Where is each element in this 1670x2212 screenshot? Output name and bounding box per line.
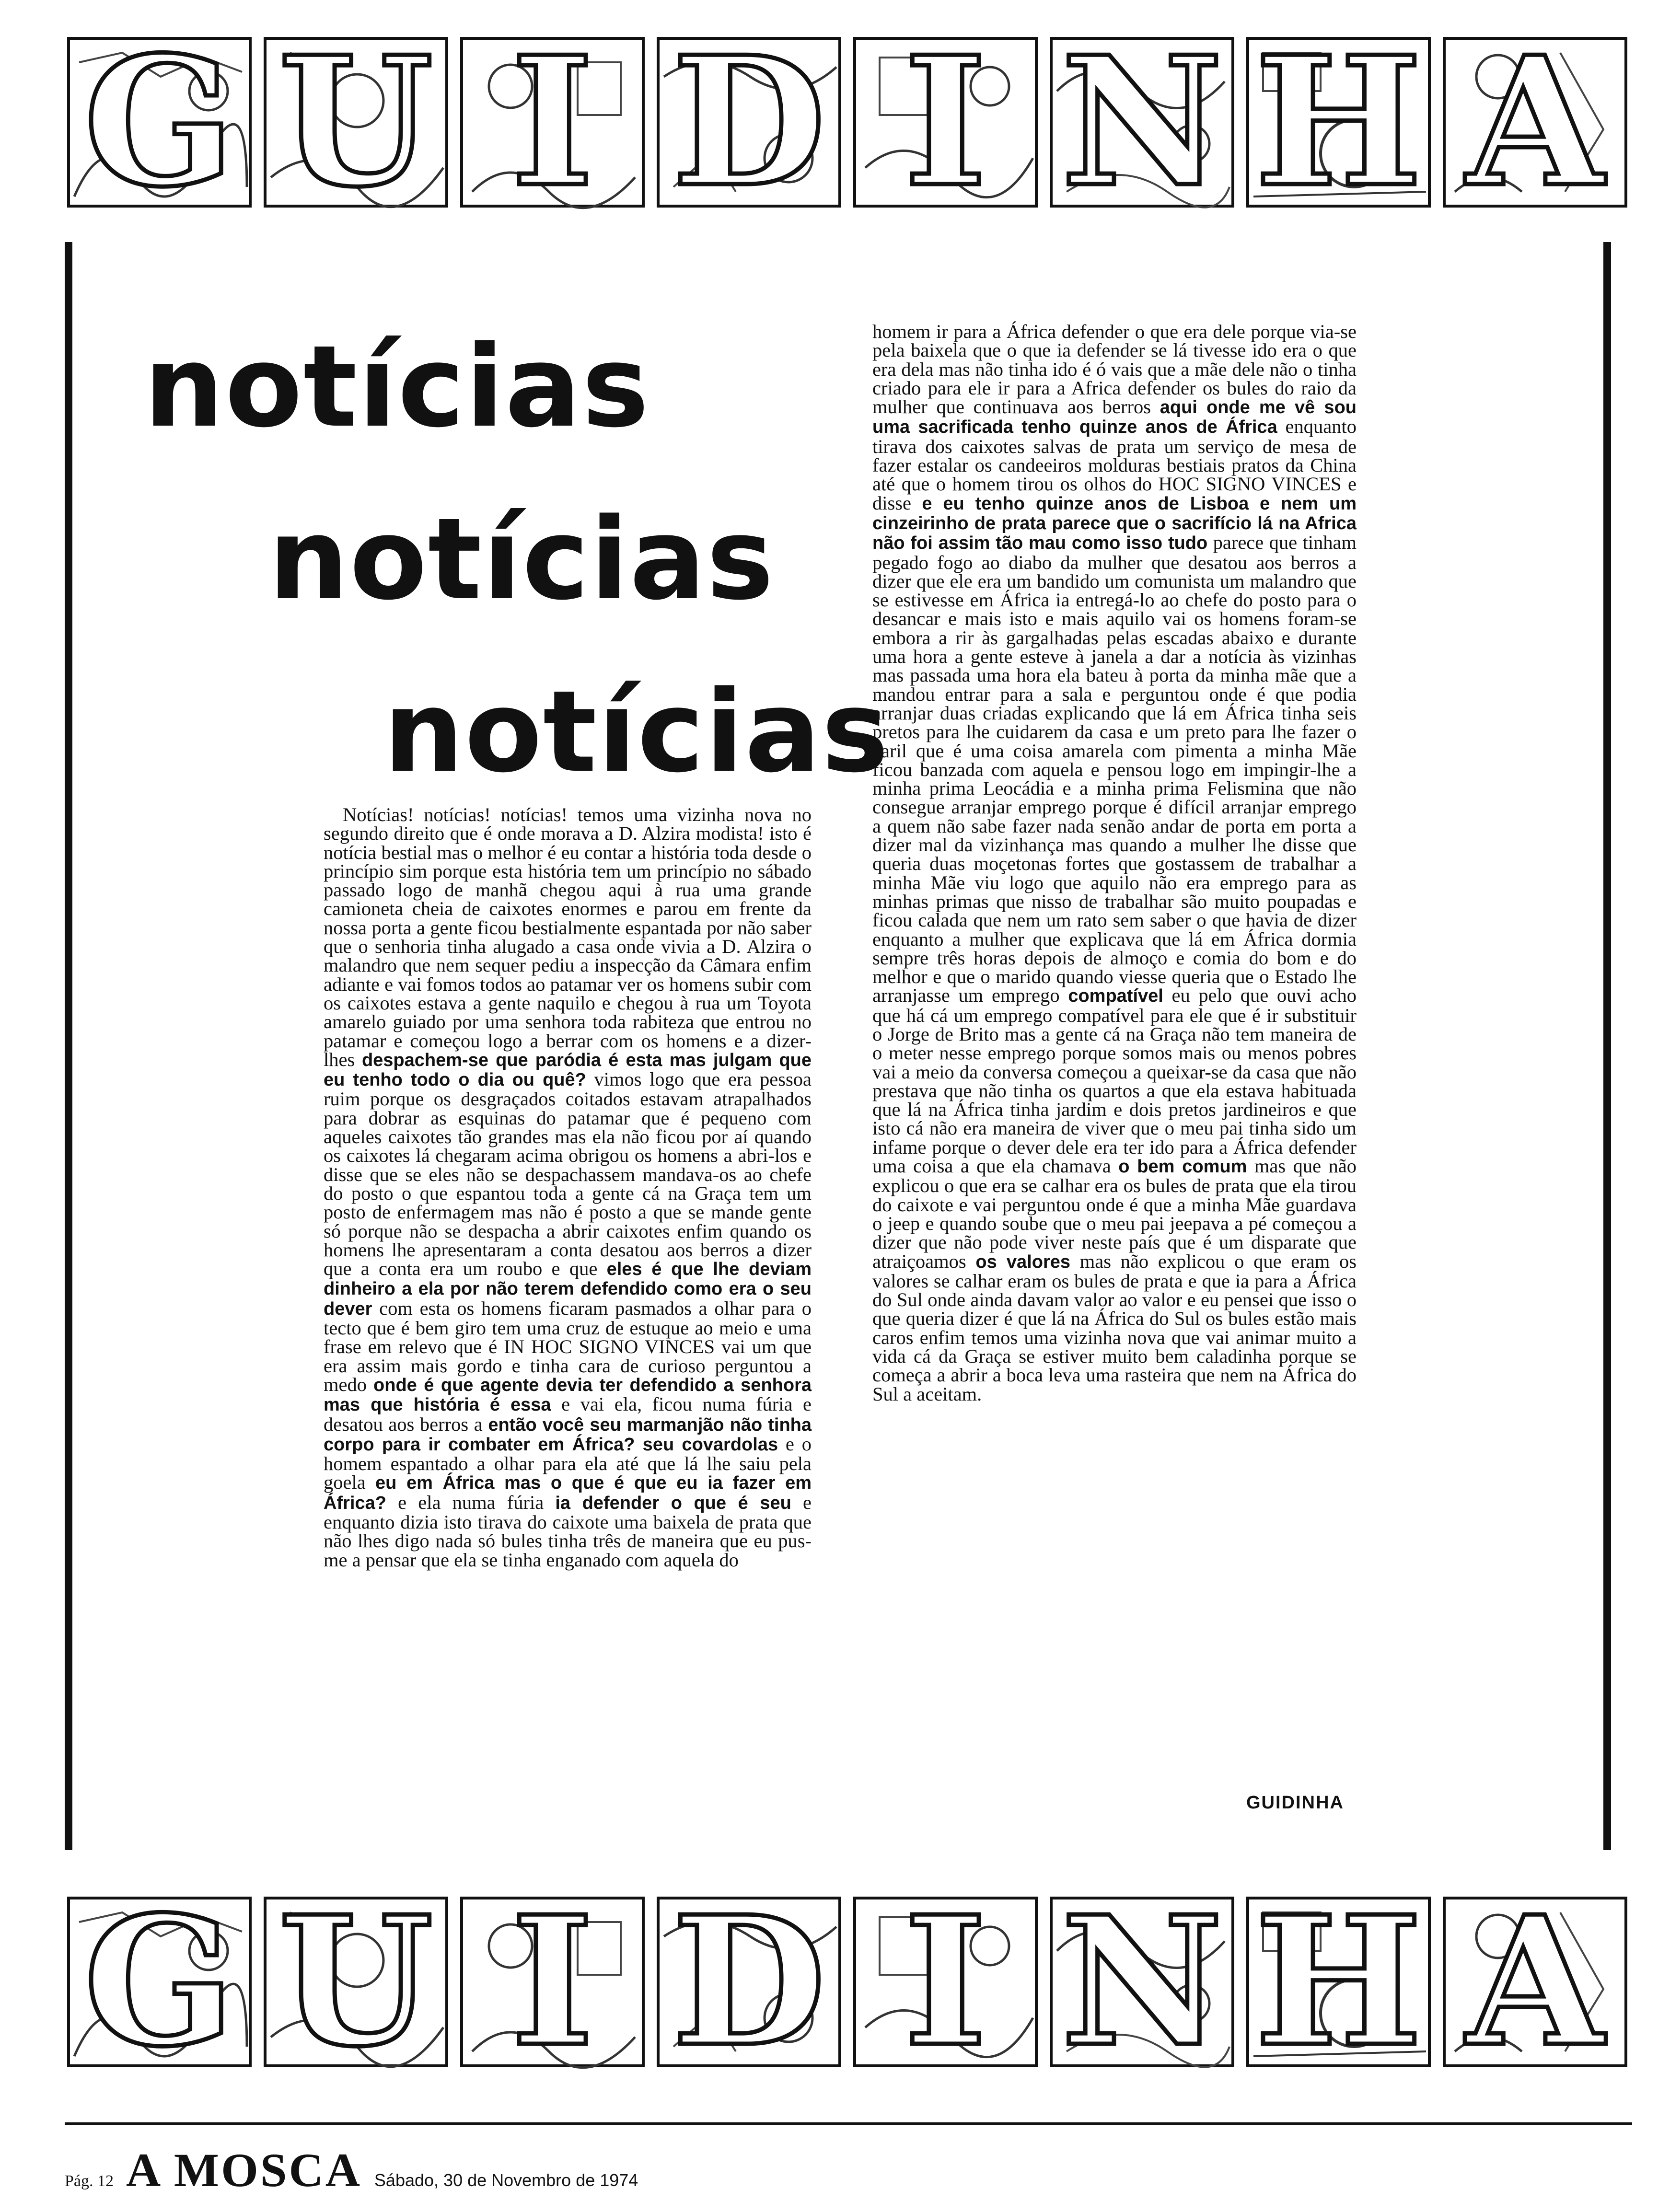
banner-tile	[1244, 1893, 1433, 2071]
banner-letter: H	[1254, 34, 1423, 211]
page-footer	[65, 2143, 638, 2198]
left-frame-rule	[65, 242, 72, 1850]
banner-tile	[654, 1893, 844, 2071]
footer-rule	[65, 2122, 1632, 2125]
article-quote: eles é que lhe deviam dinheiro a ela por não terem defendido como era o seu dever	[324, 1259, 812, 1319]
banner-letter: I	[904, 1893, 987, 2071]
article-quote: despachem-se que paródia é esta mas julgam que eu tenho todo o dia ou quê?	[324, 1050, 812, 1090]
banner-letter: U	[278, 1893, 433, 2071]
article-text: eu pelo que ouvi acho que há cá um emprego compatível para ele que é ir substituir o Jorge de Brito mas a gente cá na Graça não tem maneira de o meter nesse emprego porque somos mais ou menos pobres vai a meio da conversa começou a queixar-se da casa que não prestava que não tinha os quartos a que ela estava habituada que lá na África tinha jardim e dois pretos jardineiros e que isto cá não era maneira de viver que o meu pai tinha sido um infame porque o dever dele era ter ido para a África defender uma coisa a que ela chamava	[872, 984, 1357, 1177]
article-quote: compatível	[1068, 986, 1163, 1007]
banner-letter: G	[83, 1893, 235, 2071]
banner-tile	[458, 1893, 647, 2071]
banner-letter: I	[510, 34, 594, 211]
article-quote: os valores	[975, 1251, 1070, 1272]
banner-letter: D	[672, 1893, 826, 2071]
banner-letter: I	[904, 34, 987, 211]
banner-tile	[261, 1893, 451, 2071]
issue-date: Sábado, 30 de Novembro de 1974	[374, 2170, 638, 2190]
banner-letter: A	[1466, 1893, 1604, 2071]
banner-letter: A	[1466, 34, 1604, 211]
banner-tile	[654, 34, 844, 211]
banner-letter: H	[1254, 1893, 1423, 2071]
article-text: mas que não explicou o que era se calhar era os bules de prata que ela tirou do caixote e vai perguntou onde é que a minha Mãe guardava o jeep e quando soube que o meu pai jeepava a pé começou a dizer que não pode viver neste país que é um disparate que atraiçoamos	[872, 1155, 1357, 1272]
article-quote: eu em África mas o que é que eu ia fazer em África?	[324, 1473, 812, 1513]
article-text: parece que tinham pegado fogo ao diabo da mulher que desatou aos berros a dizer que ele era um bandido um comunista um malandro que se estivesse em África ia entregá-lo ao chefe do posto para o desancar e mais isto e mais aquilo vai os homens foram-se embora a rir às gargalhadas pelas escadas abaixo e durante uma hora a gente esteve à janela a dar a notícia às vizinhas mas passada uma hora ela bateu à porta da minha mãe que a mandou entrar para a sala e perguntou onde é que podia arranjar duas criadas explicando que lá em África tinha seis pretos para lhe cuidarem da casa e um preto para lhe fazer o caril que é uma coisa amarela com pimenta a minha Mãe ficou banzada com aquela e pensou logo em impingir-lhe a minha prima Leocádia e a minha prima Felismina que não consegue arranjar emprego porque é difícil arranjar emprego a quem não sabe fazer nada senão andar de porta em porta a dizer mal da vizinhança mas quando a mulher lhe disse que queria duas moçetonas fortes que gostassem de trabalhar a minha Mãe viu logo que aquilo não era emprego para as minhas primas que nisso de trabalhar são muito poupadas e ficou calada que nem um rato sem saber o que havia de dizer enquanto a mulher que explicava que lá em África dormia sempre três horas depois de almoço e comia do bom e do melhor e que o marido quando viesse queria que o Estado lhe arranjasse um emprego	[872, 532, 1357, 1007]
banner-tile	[1440, 1893, 1630, 2071]
banner-letter: I	[510, 1893, 594, 2071]
article-text: com esta os homens ficaram pasmados a olhar para o tecto que é bem giro tem uma cruz de estuque ao meio e uma frase em relevo que é IN HOC SIGNO VINCES vai um que era assim mais gordo e tinha cara de curioso perguntou a medo	[324, 1297, 812, 1395]
article-quote: e eu tenho quinze anos de Lisboa e nem um cinzeirinho de prata parece que o sacrifício lá na Africa não foi assim tão mau como isso tudo	[872, 493, 1357, 554]
article-text: homem ir para a África defender o que era dele porque via-se pela baixela que o que ia defender se lá tivesse ido era o que era dela mas não tinha ido é ó vais que a mãe dele não o tinha criado para ele ir para a Africa defender os bules do raio da mulher que continuava aos berros	[872, 321, 1357, 418]
banner-tile	[65, 1893, 254, 2071]
banner-tile	[851, 34, 1040, 211]
banner-tile	[65, 34, 254, 211]
banner-letter: N	[1061, 1893, 1223, 2071]
banner-letter: U	[278, 34, 433, 211]
banner-letter: D	[672, 34, 826, 211]
banner-tile	[1244, 34, 1433, 211]
article-column-2	[872, 322, 1357, 1403]
article-quote: então você seu marmanjão não tinha corpo para ir combater em África? seu covardolas	[324, 1414, 812, 1455]
banner-tile	[261, 34, 451, 211]
banner-letter: G	[83, 34, 235, 211]
publication-name: A MOSCA	[126, 2143, 362, 2197]
right-frame-rule	[1603, 242, 1611, 1850]
headline-line-2: notícias	[268, 494, 775, 625]
article-paragraph	[324, 805, 812, 1569]
banner-tile	[1047, 1893, 1237, 2071]
article-text: e ela numa fúria	[386, 1491, 556, 1513]
article-quote: ia defender o que é seu	[555, 1493, 791, 1513]
article-quote: onde é que agente devia ter defendido a senhora mas que história é essa	[324, 1375, 812, 1415]
article-text: mas não explicou o que eram os valores se calhar eram os bules de prata e que ia para a África do Sul onde ainda davam valor ao valor e eu pensei que isso o que queria dizer é que lá na África do Sul os bules estão mais caros enfim temos uma vizinha nova que vai animar muito a vida cá da Graça se estiver muito bem caladinha porque se começa a abrir a boca leva uma rasteira que nem na África do Sul a aceitam.	[872, 1250, 1357, 1405]
article-text: e enquanto dizia isto tirava do caixote uma baixela de prata que não lhes digo nada só bules tinha três de maneira que eu pus-me a pensar que ela se tinha enganado com aquela do	[324, 1491, 812, 1571]
article-quote: aqui onde me vê sou uma sacrificada tenho quinze anos de África	[872, 397, 1357, 438]
author-signature: GUIDINHA	[1246, 1793, 1344, 1813]
article-paragraph	[872, 322, 1357, 1403]
banner-tile	[1047, 34, 1237, 211]
article-quote: o bem comum	[1118, 1157, 1247, 1177]
headline-line-3: notícias	[383, 667, 890, 798]
page-number: Pág. 12	[65, 2172, 114, 2190]
article-text: e vai ela, ficou numa fúria e desatou aos berros a	[324, 1393, 812, 1435]
title-banner-bottom	[65, 1893, 1630, 2071]
title-banner-top	[65, 34, 1630, 211]
banner-tile	[851, 1893, 1040, 2071]
article-column-1	[324, 805, 812, 1569]
headline-line-1: notícias	[144, 322, 650, 452]
article-text: vimos logo que era pessoa ruim porque os desgraçados coitados estavam atrapalhados para dobrar as esquinas do patamar que é pequeno com aqueles caixotes tão grandes mas ela não ficou por aí quando os caixotes lá chegaram acima obrigou os homens a abri-los e disse que se eles não se despachassem mandava-os ao chefe do posto o que espantou toda a gente cá na Graça tem um posto de enfermagem mas não é posto a que se mande gente só porque não se despacha a abrir caixotes enfim quando os homens lhe apresentaram a conta desatou aos berros a dizer que a conta era um roubo e que	[324, 1068, 812, 1280]
article-text: enquanto tirava dos caixotes salvas de prata um serviço de mesa de fazer estalar os candeeiros molduras bestiais pratos da China até que o homem tirou os olhos do HOC SIGNO VINCES e disse	[872, 416, 1357, 514]
banner-letter: N	[1061, 34, 1223, 211]
banner-tile	[458, 34, 647, 211]
banner-tile	[1440, 34, 1630, 211]
article-text: Notícias! notícias! notícias! temos uma vizinha nova no segundo direito que é onde morava a D. Alzira modista! isto é notícia bestial mas o melhor é eu contar a história toda desde o princípio sim porque esta história tem um princípio no sábado passado logo de manhã chegou aqui à rua uma grande camioneta cheia de caixotes enormes e parou em frente da nossa porta a gente ficou bestialmente espantada por não saber que o senhoria tinha alugado a casa onde vivia a D. Alzira o malandro que nem sequer pediu a inspecção da Câmara enfim adiante e vai fomos todos ao patamar ver os homens subir com os caixotes estava a gente naquilo e chegou à rua um Toyota amarelo guiado por uma senhora toda rabiteza que entrou no patamar e começou logo a berrar com os homens e a dizer-lhes	[324, 804, 812, 1070]
article-text: e o homem espantado a olhar para ela até que lá lhe saiu pela goela	[324, 1433, 812, 1494]
